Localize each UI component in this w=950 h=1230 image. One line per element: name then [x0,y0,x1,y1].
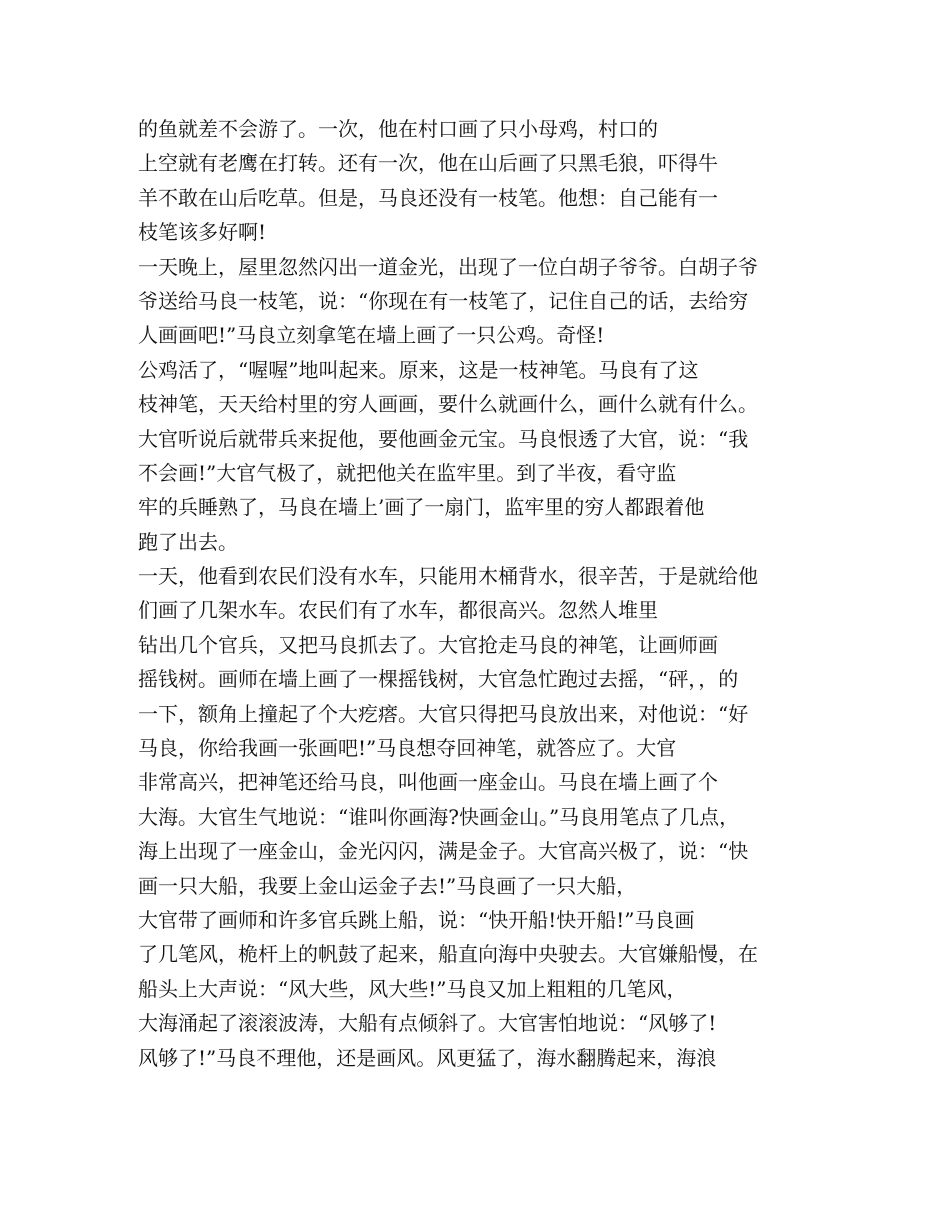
text-line: 爷送给马良一枝笔，说：“你现在有一枝笔了，记住自己的话，去给穷 [138,288,749,313]
text-line: 船头上大声说：“风大些，风大些!”马良又加上粗粗的几笔风， [138,976,687,1001]
text-line: 一天，他看到农民们没有水车，只能用木桶背水，很辛苦，于是就给他 [138,564,758,589]
text-line: 钻出几个官兵，又把马良抓去了。大官抢走马良的神笔，让画师画 [138,632,718,657]
text-line: 跑了出去。 [138,529,238,554]
text-line: 枝神笔，天天给村里的穷人画画，要什么就画什么，画什么就有什么。 [138,392,758,417]
text-line: 风够了!”马良不理他，还是画风。风更猛了，海水翻腾起来，海浪 [138,1045,717,1070]
text-line: 一天晚上，屋里忽然闪出一道金光，出现了一位白胡子爷爷。白胡子爷 [138,254,758,279]
text-line: 画一只大船，我要上金山运金子去!”马良画了一只大船， [138,873,637,898]
text-line: 海上出现了一座金山，金光闪闪，满是金子。大官高兴极了，说：“快 [138,839,749,864]
text-line: 牢的兵睡熟了，马良在墙上’画了一扇门，监牢里的穷人都跟着他 [138,495,705,520]
text-line: 大海。大官生气地说：“谁叫你画海?快画金山。”马良用笔点了几点， [138,804,740,829]
text-line: 公鸡活了，“喔喔”地叫起来。原来，这是一枝神笔。马良有了这 [138,357,699,382]
text-line: 非常高兴，把神笔还给马良，叫他画一座金山。马良在墙上画了个 [138,770,718,795]
text-line: 枝笔该多好啊! [138,220,267,245]
text-line: 一下，额角上撞起了个大疙瘩。大官只得把马良放出来，对他说：“好 [138,701,749,726]
text-line: 羊不敢在山后吃草。但是，马良还没有一枝笔。他想：自己能有一 [138,185,718,210]
text-line: 人画画吧!”马良立刻拿笔在墙上画了一只公鸡。奇怪! [138,323,605,348]
body-text [138,112,838,1075]
text-line: 摇钱树。画师在墙上画了一棵摇钱树，大官急忙跑过去摇，“砰，，的 [138,667,739,692]
text-line: 们画了几架水车。农民们有了水车，都很高兴。忽然人堆里 [138,598,658,623]
text-line: 大官听说后就带兵来捉他，要他画金元宝。马良恨透了大官，说：“我 [138,426,749,451]
text-line: 上空就有老鹰在打转。还有一次，他在山后画了只黑毛狼，吓得牛 [138,151,718,176]
text-line: 马良，你给我画一张画吧!”马良想夺回神笔，就答应了。大官 [138,736,677,761]
text-line: 的鱼就差不会游了。一次，他在村口画了只小母鸡，村口的 [138,117,658,141]
text-line: 了几笔风，桅杆上的帆鼓了起来，船直向海中央驶去。大官嫌船慢，在 [138,942,758,967]
text-line: 大海涌起了滚滚波涛，大船有点倾斜了。大官害怕地说：“风够了! [138,1011,717,1036]
text-line: 大官带了画师和许多官兵跳上船，说：“快开船!快开船!”马良画 [138,907,695,932]
text-line: 不会画!”大官气极了，就把他关在监牢里。到了半夜，看守监 [138,460,677,485]
